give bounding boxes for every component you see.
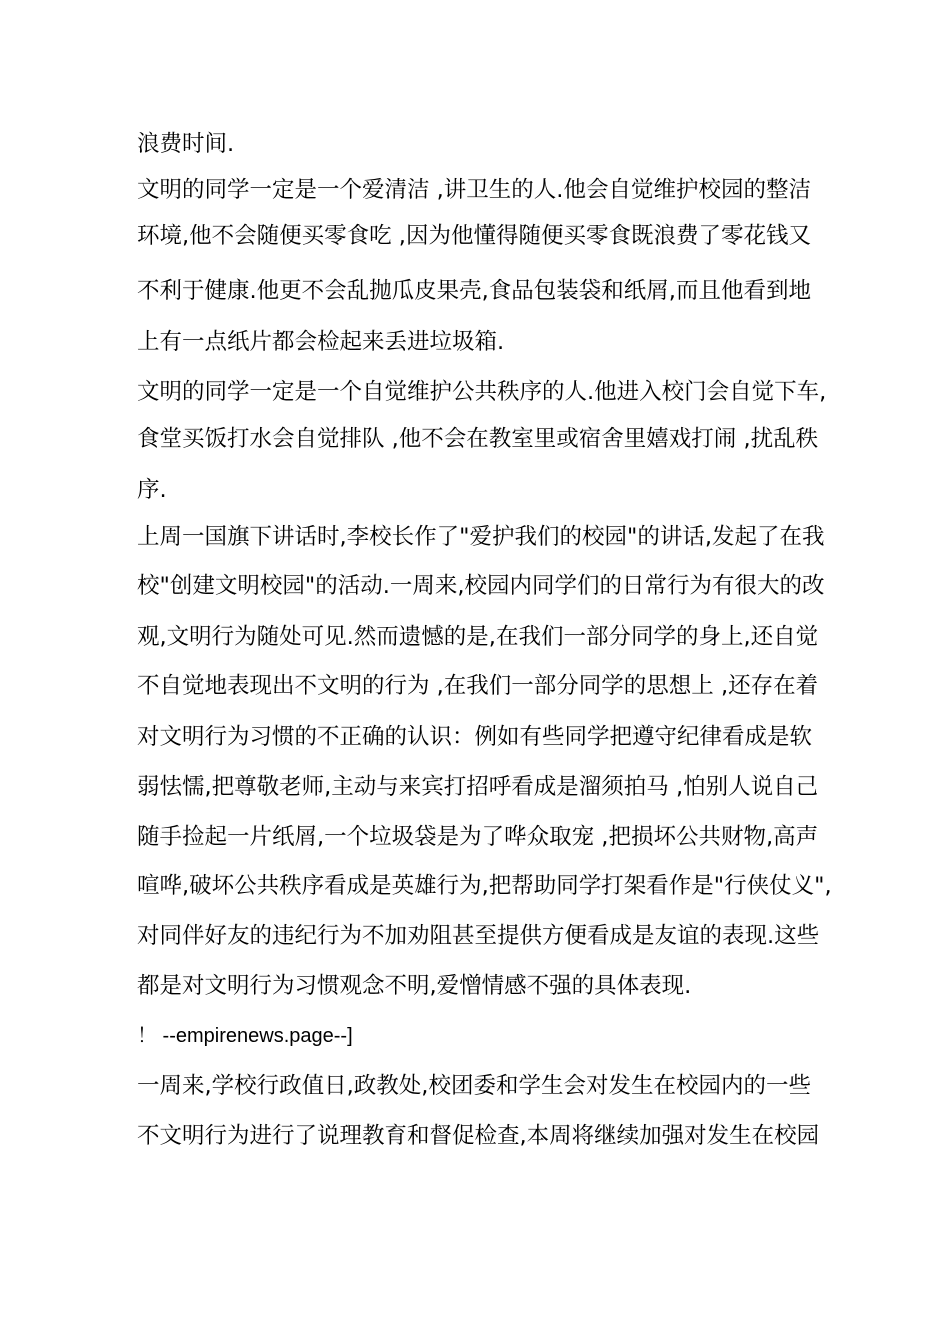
- text-line: 不自觉地表现出不文明的行为 ,在我们一部分同学的思想上 ,还存在着: [137, 673, 819, 699]
- text-line: 对同伴好友的违纪行为不加劝阻甚至提供方便看成是友谊的表现.这些: [137, 923, 820, 949]
- text-line: 喧哗,破坏公共秩序看成是英雄行为,把帮助同学打架看作是"行侠仗义",: [137, 873, 832, 899]
- text-line: 校"创建文明校园"的活动.一周来,校园内同学们的日常行为有很大的改: [137, 573, 825, 599]
- text-line: 对文明行为习惯的不正确的认识：例如有些同学把遵守纪律看成是软: [137, 724, 813, 750]
- text-line: 都是对文明行为习惯观念不明,爱憎情感不强的具体表现.: [137, 973, 692, 999]
- text-line: 环境,他不会随便买零食吃 ,因为他懂得随便买零食既浪费了零花钱又: [137, 223, 811, 249]
- text-line: 观,文明行为随处可见.然而遗憾的是,在我们一部分同学的身上,还自觉: [137, 624, 819, 650]
- text-line: 文明的同学一定是一个自觉维护公共秩序的人.他进入校门会自觉下车,: [137, 379, 827, 405]
- text-line: 文明的同学一定是一个爱清洁 ,讲卫生的人.他会自觉维护校园的整洁: [137, 177, 811, 203]
- text-line: 浪费时间.: [137, 131, 235, 157]
- text-line: 序.: [137, 477, 167, 503]
- text-line: 不利于健康.他更不会乱抛瓜皮果壳,食品包装袋和纸屑,而且他看到地: [137, 278, 811, 304]
- text-line: 一周来,学校行政值日,政教处,校团委和学生会对发生在校园内的一些: [137, 1073, 811, 1099]
- text-line: 上周一国旗下讲话时,李校长作了"爱护我们的校园"的讲话,发起了在我: [137, 524, 825, 550]
- text-line: 随手捡起一片纸屑,一个垃圾袋是为了哗众取宠 ,把损坏公共财物,高声: [137, 824, 819, 850]
- text-line: 弱怯懦,把尊敬老师,主动与来宾打招呼看成是溜须拍马 ,怕别人说自己: [137, 774, 819, 800]
- text-line: 食堂买饭打水会自觉排队 ,他不会在教室里或宿舍里嬉戏打闹 ,扰乱秩: [137, 426, 819, 452]
- page-break-marker: ！ --empirenews.page--]: [137, 1025, 353, 1047]
- text-line: 上有一点纸片都会检起来丢进垃圾箱.: [137, 329, 505, 355]
- text-line: 不文明行为进行了说理教育和督促检查,本周将继续加强对发生在校园: [137, 1123, 820, 1149]
